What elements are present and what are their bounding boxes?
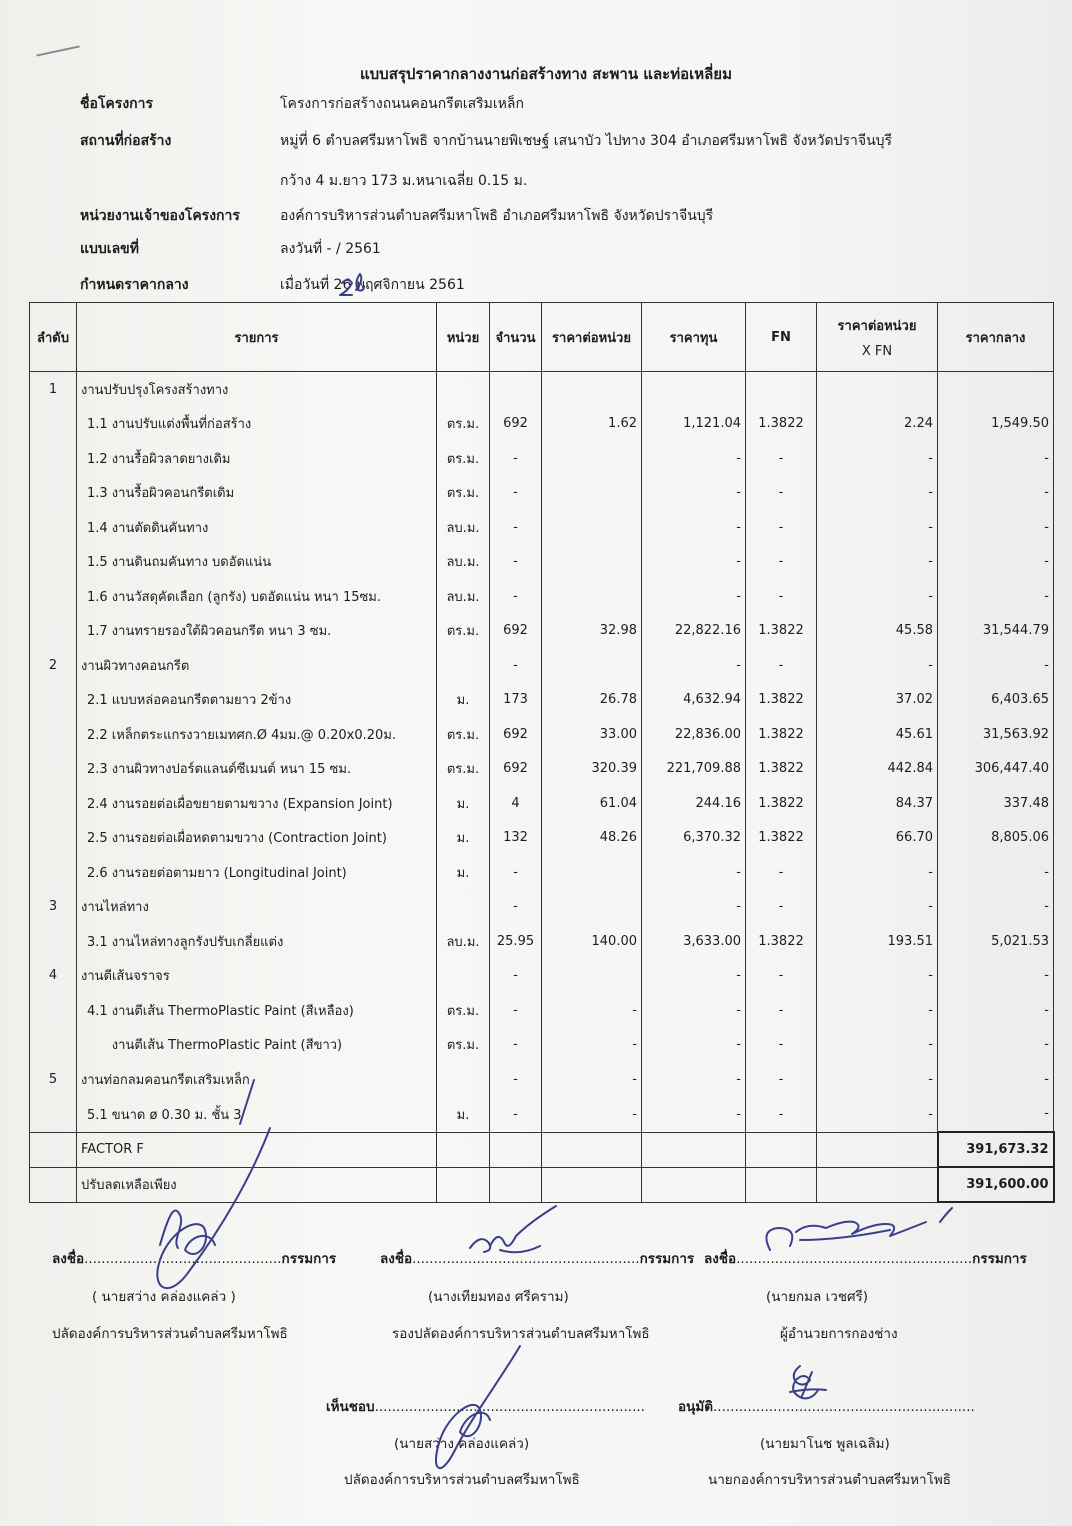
row-cost: - — [642, 648, 746, 683]
row-qty: - — [490, 545, 542, 580]
row-qty: - — [490, 441, 542, 476]
row-fn: - — [746, 855, 817, 890]
row-median-price: - — [938, 476, 1054, 511]
row-unit: ม. — [437, 821, 490, 856]
row-fn: - — [746, 476, 817, 511]
header-value: หมู่ที่ 6 ตำบลศรีมหาโพธิ จากบ้านนายพิเชษฐ์ เสนาบัว ไปทาง 304 อำเภอศรีมหาโพธิ จังหวัดปราจีนบุรี — [280, 133, 893, 149]
row-fn: 1.3822 — [746, 752, 817, 787]
row-item: 1.7 งานทรายรองใต้ผิวคอนกรีต หนา 3 ซม. — [77, 614, 437, 649]
row-qty: - — [490, 1062, 542, 1097]
committee-label: กรรมการ — [639, 1251, 695, 1267]
row-median-price: 1,549.50 — [938, 407, 1054, 442]
agree-name: (นายสว่าง คล่องแคล่ว) — [394, 1436, 530, 1452]
row-unit-price-fn: - — [817, 441, 938, 476]
row-no: 2 — [30, 648, 77, 683]
col-unit: หน่วย — [437, 303, 490, 372]
slash-mark — [240, 1080, 254, 1124]
signature-2 — [470, 1206, 556, 1252]
row-cost: 4,632.94 — [642, 683, 746, 718]
row-median-price: - — [938, 1028, 1054, 1063]
row-fn: 1.3822 — [746, 407, 817, 442]
row-item: 1.3 งานรื้อผิวคอนกรีตเดิม — [77, 476, 437, 511]
row-no: 4 — [30, 959, 77, 994]
row-unit-price-fn: - — [817, 855, 938, 890]
row-unit: ตร.ม. — [437, 614, 490, 649]
row-unit-price: 1.62 — [542, 407, 642, 442]
row-qty: - — [490, 890, 542, 925]
row-median-price: - — [938, 441, 1054, 476]
row-unit-price: 26.78 — [542, 683, 642, 718]
row-item: 2.2 เหล็กตระแกรงวายเมทศก.Ø 4มม.@ 0.20x0.20ม. — [77, 717, 437, 752]
row-unit-price-fn: - — [817, 579, 938, 614]
date-handwriting — [340, 274, 364, 295]
agree-title: ปลัดองค์การบริหารส่วนตำบลศรีมหาโพธิ — [344, 1472, 580, 1488]
row-no: 1 — [30, 372, 77, 407]
row-unit-price: 32.98 — [542, 614, 642, 649]
row-qty: 173 — [490, 683, 542, 718]
row-unit-price: - — [542, 1062, 642, 1097]
row-median-price: - — [938, 648, 1054, 683]
sign-label: ลงชื่อ — [52, 1251, 85, 1267]
row-qty: 692 — [490, 407, 542, 442]
header-label: แบบเลขที่ — [80, 241, 139, 257]
row-cost: 3,633.00 — [642, 924, 746, 959]
row-cost: - — [642, 959, 746, 994]
row-unit: ม. — [437, 683, 490, 718]
row-fn: 1.3822 — [746, 924, 817, 959]
factor-value: 391,673.32 — [938, 1132, 1054, 1167]
row-median-price: 31,563.92 — [938, 717, 1054, 752]
row-median-price: 6,403.65 — [938, 683, 1054, 718]
row-qty: - — [490, 855, 542, 890]
row-cost: - — [642, 441, 746, 476]
row-unit: ตร.ม. — [437, 476, 490, 511]
row-item: งานตีเส้นจราจร — [77, 959, 437, 994]
row-unit: ตร.ม. — [437, 717, 490, 752]
row-unit: ลบ.ม. — [437, 510, 490, 545]
row-fn: 1.3822 — [746, 717, 817, 752]
row-fn: - — [746, 1062, 817, 1097]
row-item: 1.6 งานวัสดุคัดเลือก (ลูกรัง) บดอัดแน่น หนา 15ซม. — [77, 579, 437, 614]
row-unit-price-fn: 193.51 — [817, 924, 938, 959]
row-unit: ลบ.ม. — [437, 579, 490, 614]
row-unit: ม. — [437, 786, 490, 821]
col-unit-price: ราคาต่อหน่วย — [542, 303, 642, 372]
row-unit-price-fn: - — [817, 1097, 938, 1133]
row-cost: 1,121.04 — [642, 407, 746, 442]
col-qty: จำนวน — [490, 303, 542, 372]
header-value: กว้าง 4 ม.ยาว 173 ม.หนาเฉลี่ย 0.15 ม. — [280, 173, 528, 189]
document-title: แบบสรุปราคากลางงานก่อสร้างทาง สะพาน และท่อเหลี่ยม — [359, 65, 732, 83]
row-median-price: 337.48 — [938, 786, 1054, 821]
row-median-price: - — [938, 959, 1054, 994]
header-label: สถานที่ก่อสร้าง — [80, 133, 172, 149]
signer-3-name: (นายกมล เวชศรี) — [766, 1289, 869, 1305]
header-label: กำหนดราคากลาง — [80, 277, 189, 293]
row-unit: ตร.ม. — [437, 441, 490, 476]
signer-2-title: รองปลัดองค์การบริหารส่วนตำบลศรีมหาโพธิ — [392, 1326, 650, 1342]
row-unit-price-fn: - — [817, 510, 938, 545]
row-unit-price-fn: 45.58 — [817, 614, 938, 649]
row-item: 4.1 งานตีเส้น ThermoPlastic Paint (สีเหลือง) — [77, 993, 437, 1028]
row-unit-price: 140.00 — [542, 924, 642, 959]
row-unit-price-fn: - — [817, 1028, 938, 1063]
factor-label: FACTOR F — [77, 1132, 437, 1167]
row-unit-price-fn: 37.02 — [817, 683, 938, 718]
agree-line: เห็นชอบ............................................................... — [326, 1399, 645, 1415]
row-median-price: - — [938, 993, 1054, 1028]
row-item: 1.4 งานตัดดินคันทาง — [77, 510, 437, 545]
signer-3-title: ผู้อำนวยการกองช่าง — [780, 1326, 898, 1342]
signature-5 — [790, 1366, 826, 1398]
row-item: 2.4 งานรอยต่อเผื่อขยายตามขวาง (Expansion Joint) — [77, 786, 437, 821]
row-fn: - — [746, 959, 817, 994]
row-unit-price-fn: - — [817, 1062, 938, 1097]
row-median-price: 306,447.40 — [938, 752, 1054, 787]
signer-1-name: ( นายสว่าง คล่องแคล่ว ) — [92, 1289, 236, 1305]
row-cost: 22,836.00 — [642, 717, 746, 752]
row-median-price: - — [938, 579, 1054, 614]
row-item: งานผิวทางคอนกรีต — [77, 648, 437, 683]
row-cost: - — [642, 579, 746, 614]
row-fn: - — [746, 579, 817, 614]
row-unit: ตร.ม. — [437, 1028, 490, 1063]
row-unit-price-fn: 66.70 — [817, 821, 938, 856]
signer-2-name: (นางเทียมทอง ศรีคราม) — [428, 1289, 569, 1305]
row-unit-price-fn: - — [817, 890, 938, 925]
row-no: 3 — [30, 890, 77, 925]
row-fn: - — [746, 890, 817, 925]
row-cost: - — [642, 993, 746, 1028]
col-item: รายการ — [77, 303, 437, 372]
row-cost: - — [642, 855, 746, 890]
row-cost: - — [642, 510, 746, 545]
row-cost: - — [642, 1028, 746, 1063]
final-label: ปรับลดเหลือเพียง — [77, 1167, 437, 1202]
header-value: เมื่อวันที่ 26 พฤศจิกายน 2561 — [280, 277, 465, 293]
row-item: งานท่อกลมคอนกรีตเสริมเหล็ก — [77, 1062, 437, 1097]
row-qty: - — [490, 579, 542, 614]
row-unit-price-fn: 45.61 — [817, 717, 938, 752]
row-unit-price-fn: - — [817, 959, 938, 994]
row-fn: 1.3822 — [746, 683, 817, 718]
row-cost: - — [642, 1097, 746, 1133]
signature-3 — [766, 1208, 952, 1250]
row-item: งานไหล่ทาง — [77, 890, 437, 925]
signature-line-2: ลงชื่อ.....................................................กรรมการ — [380, 1251, 695, 1267]
row-qty: 692 — [490, 717, 542, 752]
row-item: 2.6 งานรอยต่อตามยาว (Longitudinal Joint) — [77, 855, 437, 890]
row-qty: 692 — [490, 614, 542, 649]
sign-label: ลงชื่อ — [704, 1251, 737, 1267]
signature-4 — [436, 1346, 520, 1468]
row-unit: ลบ.ม. — [437, 924, 490, 959]
row-unit-price-fn: - — [817, 476, 938, 511]
row-unit: ม. — [437, 855, 490, 890]
row-median-price: - — [938, 510, 1054, 545]
row-item: งานปรับปรุงโครงสร้างทาง — [77, 372, 437, 407]
row-unit-price: 48.26 — [542, 821, 642, 856]
row-unit-price: - — [542, 1097, 642, 1133]
row-item: 2.3 งานผิวทางปอร์ตแลนด์ซีเมนต์ หนา 15 ซม. — [77, 752, 437, 787]
row-cost: - — [642, 890, 746, 925]
row-unit: ตร.ม. — [437, 407, 490, 442]
row-fn: - — [746, 1097, 817, 1133]
row-unit-price-fn: 442.84 — [817, 752, 938, 787]
header-value: โครงการก่อสร้างถนนคอนกรีตเสริมเหล็ก — [280, 96, 524, 112]
signer-1-title: ปลัดองค์การบริหารส่วนตำบลศรีมหาโพธิ — [52, 1326, 288, 1342]
approve-label: อนุมัติ — [678, 1399, 714, 1415]
row-qty: - — [490, 510, 542, 545]
signature-1 — [157, 1128, 270, 1288]
row-item: งานตีเส้น ThermoPlastic Paint (สีขาว) — [77, 1028, 437, 1063]
row-cost: 221,709.88 — [642, 752, 746, 787]
row-fn: - — [746, 545, 817, 580]
signature-line-3: ลงชื่อ.......................................................กรรมการ — [704, 1251, 1027, 1267]
row-median-price: - — [938, 1097, 1054, 1133]
row-unit-price: - — [542, 1028, 642, 1063]
row-median-price: 31,544.79 — [938, 614, 1054, 649]
signature-line-1: ลงชื่อ..............................................กรรมการ — [52, 1251, 337, 1267]
row-median-price: - — [938, 855, 1054, 890]
row-cost: 6,370.32 — [642, 821, 746, 856]
col-no: ลำดับ — [30, 303, 77, 372]
row-qty: 692 — [490, 752, 542, 787]
row-cost: - — [642, 545, 746, 580]
row-item: 1.1 งานปรับแต่งพื้นที่ก่อสร้าง — [77, 407, 437, 442]
row-fn: - — [746, 1028, 817, 1063]
row-unit-price-fn: - — [817, 648, 938, 683]
row-qty: - — [490, 1028, 542, 1063]
row-qty: - — [490, 993, 542, 1028]
row-fn: 1.3822 — [746, 614, 817, 649]
row-median-price: - — [938, 1062, 1054, 1097]
row-qty: - — [490, 476, 542, 511]
row-unit-price-fn: 84.37 — [817, 786, 938, 821]
row-qty: 25.95 — [490, 924, 542, 959]
row-qty: 4 — [490, 786, 542, 821]
row-fn: - — [746, 510, 817, 545]
header-label: ชื่อโครงการ — [80, 96, 154, 112]
sign-label: ลงชื่อ — [380, 1251, 413, 1267]
row-cost: 22,822.16 — [642, 614, 746, 649]
row-qty: - — [490, 959, 542, 994]
row-fn: - — [746, 648, 817, 683]
row-unit: ตร.ม. — [437, 752, 490, 787]
col-median-price: ราคากลาง — [938, 303, 1054, 372]
approve-name: (นายมาโนช พูลเฉลิม) — [760, 1436, 890, 1452]
committee-label: กรรมการ — [281, 1251, 337, 1267]
row-item: 2.5 งานรอยต่อเผื่อหดตามขวาง (Contraction Joint) — [77, 821, 437, 856]
row-cost: - — [642, 476, 746, 511]
row-fn: 1.3822 — [746, 786, 817, 821]
row-unit-price: 61.04 — [542, 786, 642, 821]
agree-label: เห็นชอบ — [326, 1399, 375, 1415]
row-cost: - — [642, 1062, 746, 1097]
col-unit-price-fn-line1: ราคาต่อหน่วย — [837, 319, 917, 334]
row-unit-price: 33.00 — [542, 717, 642, 752]
row-median-price: - — [938, 545, 1054, 580]
row-cost: 244.16 — [642, 786, 746, 821]
row-unit-price-fn: 2.24 — [817, 407, 938, 442]
col-fn: FN — [746, 303, 817, 372]
approve-title: นายกองค์การบริหารส่วนตำบลศรีมหาโพธิ — [708, 1472, 952, 1488]
row-unit-price: 320.39 — [542, 752, 642, 787]
row-fn: - — [746, 993, 817, 1028]
row-item: 5.1 ขนาด ø 0.30 ม. ชั้น 3 — [77, 1097, 437, 1133]
row-fn: - — [746, 441, 817, 476]
col-unit-price-fn-line2: X FN — [861, 344, 893, 359]
row-no: 5 — [30, 1062, 77, 1097]
row-qty: - — [490, 648, 542, 683]
header-value: ลงวันที่ - / 2561 — [280, 241, 381, 257]
row-unit-price-fn: - — [817, 993, 938, 1028]
row-qty: - — [490, 1097, 542, 1133]
row-qty: 132 — [490, 821, 542, 856]
row-unit: ม. — [437, 1097, 490, 1133]
col-cost: ราคาทุน — [642, 303, 746, 372]
row-unit: ตร.ม. — [437, 993, 490, 1028]
row-unit-price: - — [542, 993, 642, 1028]
row-item: 2.1 แบบหล่อคอนกรีตตามยาว 2ข้าง — [77, 683, 437, 718]
committee-label: กรรมการ — [972, 1251, 1027, 1267]
row-item: 1.5 งานดินถมคันทาง บดอัดแน่น — [77, 545, 437, 580]
row-unit: ลบ.ม. — [437, 545, 490, 580]
header-value: องค์การบริหารส่วนตำบลศรีมหาโพธิ อำเภอศรีมหาโพธิ จังหวัดปราจีนบุรี — [280, 208, 714, 224]
row-item: 3.1 งานไหล่ทางลูกรังปรับเกลี่ยแต่ง — [77, 924, 437, 959]
row-median-price: 8,805.06 — [938, 821, 1054, 856]
row-median-price: 5,021.53 — [938, 924, 1054, 959]
final-value: 391,600.00 — [938, 1167, 1054, 1202]
row-fn: 1.3822 — [746, 821, 817, 856]
row-item: 1.2 งานรื้อผิวลาดยางเดิม — [77, 441, 437, 476]
row-unit-price-fn: - — [817, 545, 938, 580]
header-label: หน่วยงานเจ้าของโครงการ — [80, 208, 240, 224]
approve-line: อนุมัติ............................................................. — [678, 1399, 975, 1415]
row-median-price: - — [938, 890, 1054, 925]
